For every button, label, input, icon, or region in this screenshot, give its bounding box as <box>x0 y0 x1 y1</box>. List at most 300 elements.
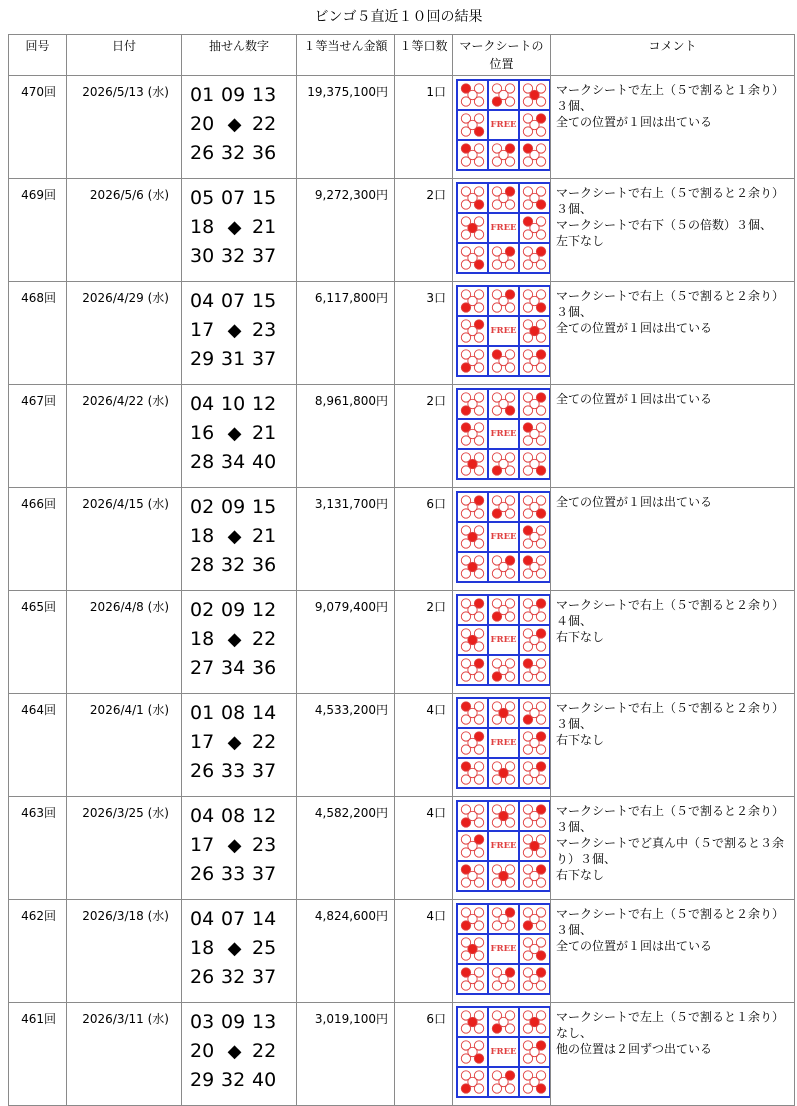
mark-cell <box>519 110 550 140</box>
mark-cell <box>457 449 488 479</box>
mark-cell <box>519 213 550 243</box>
comment-line: 全ての位置が１回は出ている <box>556 392 713 406</box>
number-line <box>190 699 296 728</box>
comment-cell <box>551 900 795 1003</box>
empty-circle <box>461 539 470 548</box>
mark-cell <box>519 389 550 419</box>
comment-cell <box>551 1003 795 1106</box>
round-cell: 462回 <box>9 900 67 1003</box>
number-line <box>190 139 296 168</box>
free-cell <box>488 934 519 964</box>
mark-cell <box>457 861 488 891</box>
mark-cell <box>457 389 488 419</box>
mark-cell <box>457 698 488 728</box>
drawn-number: 37 <box>252 966 277 988</box>
drawn-number: 26 <box>190 966 215 988</box>
mark-pattern-icon <box>458 1008 487 1036</box>
mark-cell <box>457 522 488 552</box>
drawn-number: 37 <box>252 245 277 267</box>
free-diamond: ◆ <box>227 423 242 444</box>
empty-circle <box>536 848 545 857</box>
mark-sheet <box>456 594 551 686</box>
mark-cell <box>519 552 550 582</box>
empty-circle <box>505 97 514 106</box>
empty-circle <box>474 642 483 651</box>
header-comment: コメント <box>551 35 795 76</box>
prize-cell: 3,019,100円 <box>297 1003 395 1106</box>
mark-cell <box>488 801 519 831</box>
empty-circle <box>523 1024 532 1033</box>
empty-circle <box>523 775 532 784</box>
mark-pattern-icon <box>489 656 518 684</box>
empty-circle <box>474 1024 483 1033</box>
header-prize: １等当せん金額 <box>297 35 395 76</box>
mark-pattern-icon <box>489 347 518 375</box>
empty-circle <box>505 715 514 724</box>
drawn-number: 18 <box>190 216 215 238</box>
mark-cell <box>488 80 519 110</box>
mark-pattern-icon <box>520 759 549 787</box>
mark-pattern-icon <box>458 802 487 830</box>
mark-pattern-icon <box>489 450 518 478</box>
empty-circle <box>523 230 532 239</box>
mark-cell <box>488 655 519 685</box>
mark-pattern-icon <box>458 81 487 109</box>
drawn-number: 10 <box>221 393 246 415</box>
prize-cell: 4,582,200円 <box>297 797 395 900</box>
number-line <box>190 1066 296 1095</box>
comment-line: マークシートで右上（５で割ると２余り）３個、 <box>556 804 785 834</box>
drawn-number: 34 <box>221 451 246 473</box>
drawn-number: 23 <box>252 319 277 341</box>
mark-sheet <box>456 79 551 171</box>
empty-circle <box>536 406 545 415</box>
mark-sheet-cell <box>453 797 551 900</box>
mark-pattern-icon <box>489 141 518 169</box>
date-cell: 2026/4/15 (水) <box>67 488 182 591</box>
mark-cell <box>519 449 550 479</box>
empty-circle <box>461 157 470 166</box>
drawn-number: 15 <box>252 290 277 312</box>
mark-pattern-icon <box>458 523 487 551</box>
mark-cell <box>519 698 550 728</box>
mark-cell <box>457 655 488 685</box>
mark-cell <box>457 213 488 243</box>
numbers-cell <box>182 282 297 385</box>
empty-circle <box>523 981 532 990</box>
comment-line: マークシートで右上（５で割ると２余り）３個、 <box>556 701 785 731</box>
number-line <box>190 419 296 448</box>
free-cell <box>488 522 519 552</box>
page-title: ビンゴ５直近１０回の結果 <box>314 9 483 25</box>
empty-circle <box>461 200 470 209</box>
empty-circle <box>474 878 483 887</box>
free-cell <box>488 1037 519 1067</box>
mark-cell <box>519 625 550 655</box>
mark-cell <box>457 904 488 934</box>
mark-cell <box>488 861 519 891</box>
mark-sheet-cell <box>453 385 551 488</box>
mark-pattern-icon <box>458 244 487 272</box>
table-row <box>9 179 795 282</box>
winners-cell: 2口 <box>395 385 453 488</box>
round-cell: 461回 <box>9 1003 67 1106</box>
comment-line: 全ての位置が１回は出ている <box>556 321 713 335</box>
mark-cell <box>457 316 488 346</box>
mark-pattern-icon <box>520 523 549 551</box>
results-table <box>8 34 795 1106</box>
drawn-number: 18 <box>190 937 215 959</box>
round-cell: 468回 <box>9 282 67 385</box>
winners-cell: 4口 <box>395 900 453 1003</box>
empty-circle <box>536 1054 545 1063</box>
mark-pattern-icon <box>489 802 518 830</box>
mark-cell <box>519 904 550 934</box>
drawn-number: 29 <box>190 348 215 370</box>
numbers-cell <box>182 488 297 591</box>
mark-pattern-icon <box>458 965 487 993</box>
mark-pattern-icon <box>520 390 549 418</box>
empty-circle <box>492 200 501 209</box>
marked-circle <box>536 951 545 960</box>
mark-pattern-icon <box>520 832 549 860</box>
mark-sheet <box>456 903 551 995</box>
mark-pattern-icon <box>520 626 549 654</box>
empty-circle <box>536 672 545 681</box>
table-row <box>9 591 795 694</box>
drawn-number: 21 <box>252 216 277 238</box>
empty-circle <box>461 1024 470 1033</box>
mark-cell <box>457 110 488 140</box>
mark-pattern-icon <box>489 184 518 212</box>
mark-cell <box>457 801 488 831</box>
empty-circle <box>505 466 514 475</box>
drawn-number: 17 <box>190 319 215 341</box>
comment-line: マークシートでど真ん中（５で割ると３余り）３個、 <box>556 836 785 866</box>
comment-line: 全ての位置が１回は出ている <box>556 115 713 129</box>
empty-circle <box>461 1054 470 1063</box>
marked-circle <box>474 260 483 269</box>
empty-circle <box>536 921 545 930</box>
mark-cell <box>457 964 488 994</box>
mark-sheet <box>456 182 551 274</box>
mark-cell <box>519 831 550 861</box>
mark-cell <box>457 492 488 522</box>
empty-circle <box>505 509 514 518</box>
empty-circle <box>492 157 501 166</box>
mark-pattern-icon <box>520 111 549 139</box>
empty-circle <box>461 466 470 475</box>
mark-cell <box>519 286 550 316</box>
marked-circle <box>461 818 470 827</box>
table-row <box>9 694 795 797</box>
empty-circle <box>492 981 501 990</box>
prize-cell: 4,824,600円 <box>297 900 395 1003</box>
mark-pattern-icon <box>520 184 549 212</box>
mark-cell <box>488 552 519 582</box>
mark-cell <box>488 964 519 994</box>
marked-circle <box>461 1084 470 1093</box>
mark-cell <box>519 522 550 552</box>
empty-circle <box>536 333 545 342</box>
marked-circle <box>474 200 483 209</box>
empty-circle <box>461 612 470 621</box>
free-diamond: ◆ <box>227 835 242 856</box>
drawn-number: 03 <box>190 1011 215 1033</box>
empty-circle <box>523 97 532 106</box>
drawn-number: 36 <box>252 554 277 576</box>
date-cell: 2026/3/11 (水) <box>67 1003 182 1106</box>
empty-circle <box>505 363 514 372</box>
empty-circle <box>492 406 501 415</box>
drawn-number: 09 <box>221 599 246 621</box>
drawn-number: 13 <box>252 84 277 106</box>
empty-circle <box>461 97 470 106</box>
mark-pattern-icon <box>458 905 487 933</box>
marked-circle <box>523 921 532 930</box>
mark-cell <box>519 316 550 346</box>
free-label: FREE <box>490 429 517 439</box>
mark-pattern-icon <box>458 596 487 624</box>
empty-circle <box>536 981 545 990</box>
mark-pattern-icon <box>520 347 549 375</box>
mark-pattern-icon <box>458 935 487 963</box>
mark-cell <box>457 728 488 758</box>
mark-pattern-icon <box>520 81 549 109</box>
mark-pattern-icon <box>458 141 487 169</box>
empty-circle <box>474 569 483 578</box>
comment-cell <box>551 76 795 179</box>
mark-cell <box>457 183 488 213</box>
number-line <box>190 213 296 242</box>
drawn-number: 12 <box>252 599 277 621</box>
drawn-number: 22 <box>252 731 277 753</box>
number-line <box>190 728 296 757</box>
drawn-number: 32 <box>221 966 246 988</box>
mark-pattern-icon <box>520 965 549 993</box>
comment-line: マークシートで右上（５で割ると２余り）３個、 <box>556 907 785 937</box>
comment-line: 全ての位置が１回は出ている <box>556 495 713 509</box>
drawn-number: 21 <box>252 525 277 547</box>
empty-circle <box>536 260 545 269</box>
date-cell: 2026/4/1 (水) <box>67 694 182 797</box>
comment-line: マークシートで右上（５で割ると２余り）３個、 <box>556 186 785 216</box>
empty-circle <box>461 127 470 136</box>
comment-cell <box>551 694 795 797</box>
comment-line: マークシートで右上（５で割ると２余り）４個、 <box>556 598 785 628</box>
mark-cell <box>519 140 550 170</box>
numbers-cell <box>182 694 297 797</box>
mark-cell <box>519 758 550 788</box>
drawn-number: 14 <box>252 908 277 930</box>
free-cell <box>488 831 519 861</box>
mark-pattern-icon <box>520 729 549 757</box>
free-label: FREE <box>490 120 517 130</box>
empty-circle <box>461 672 470 681</box>
free-label: FREE <box>490 1047 517 1057</box>
empty-circle <box>536 715 545 724</box>
empty-circle <box>474 436 483 445</box>
mark-pattern-icon <box>489 1008 518 1036</box>
empty-circle <box>461 848 470 857</box>
empty-circle <box>523 260 532 269</box>
mark-cell <box>488 183 519 213</box>
mark-pattern-icon <box>489 596 518 624</box>
empty-circle <box>474 157 483 166</box>
empty-circle <box>474 466 483 475</box>
table-row <box>9 797 795 900</box>
empty-circle <box>536 612 545 621</box>
mark-cell <box>519 183 550 213</box>
mark-pattern-icon <box>520 553 549 581</box>
free-cell <box>488 625 519 655</box>
empty-circle <box>523 878 532 887</box>
mark-pattern-icon <box>520 317 549 345</box>
mark-cell <box>519 1007 550 1037</box>
empty-circle <box>492 569 501 578</box>
drawn-number: 36 <box>252 142 277 164</box>
comment-line: 他の位置は２回ずつ出ている <box>556 1042 713 1056</box>
empty-circle <box>505 569 514 578</box>
prize-cell: 9,079,400円 <box>297 591 395 694</box>
mark-cell <box>488 904 519 934</box>
empty-circle <box>461 333 470 342</box>
drawn-number: 31 <box>221 348 246 370</box>
free-cell <box>488 419 519 449</box>
empty-circle <box>536 569 545 578</box>
empty-circle <box>536 1024 545 1033</box>
comment-cell <box>551 797 795 900</box>
marked-circle <box>536 1084 545 1093</box>
drawn-number: 33 <box>221 863 246 885</box>
mark-sheet <box>456 285 551 377</box>
drawn-number: 32 <box>221 554 246 576</box>
mark-pattern-icon <box>458 656 487 684</box>
date-cell: 2026/3/25 (水) <box>67 797 182 900</box>
empty-circle <box>474 715 483 724</box>
table-row <box>9 1003 795 1106</box>
mark-cell <box>519 964 550 994</box>
number-line <box>190 287 296 316</box>
empty-circle <box>505 200 514 209</box>
number-line <box>190 81 296 110</box>
empty-circle <box>536 775 545 784</box>
empty-circle <box>461 745 470 754</box>
drawn-number: 18 <box>190 525 215 547</box>
winners-cell: 2口 <box>395 591 453 694</box>
mark-pattern-icon <box>520 905 549 933</box>
drawn-number: 32 <box>221 245 246 267</box>
mark-sheet-cell <box>453 179 551 282</box>
numbers-cell <box>182 179 297 282</box>
drawn-number: 26 <box>190 863 215 885</box>
empty-circle <box>474 612 483 621</box>
empty-circle <box>474 951 483 960</box>
mark-pattern-icon <box>520 656 549 684</box>
free-label: FREE <box>490 841 517 851</box>
mark-pattern-icon <box>489 553 518 581</box>
marked-circle <box>474 1054 483 1063</box>
empty-circle <box>523 1054 532 1063</box>
mark-pattern-icon <box>489 244 518 272</box>
number-line <box>190 345 296 374</box>
drawn-number: 40 <box>252 1069 277 1091</box>
number-line <box>190 596 296 625</box>
mark-pattern-icon <box>458 1068 487 1096</box>
mark-sheet <box>456 388 551 480</box>
mark-cell <box>488 595 519 625</box>
free-label: FREE <box>490 532 517 542</box>
empty-circle <box>474 303 483 312</box>
mark-cell <box>519 346 550 376</box>
mark-pattern-icon <box>489 390 518 418</box>
mark-pattern-icon <box>489 81 518 109</box>
empty-circle <box>461 436 470 445</box>
empty-circle <box>536 97 545 106</box>
mark-cell <box>488 140 519 170</box>
empty-circle <box>461 642 470 651</box>
number-line <box>190 551 296 580</box>
table-row <box>9 900 795 1003</box>
drawn-number: 22 <box>252 113 277 135</box>
drawn-number: 09 <box>221 84 246 106</box>
number-line <box>190 110 296 139</box>
numbers-cell <box>182 1003 297 1106</box>
mark-pattern-icon <box>520 935 549 963</box>
empty-circle <box>536 127 545 136</box>
drawn-number: 37 <box>252 760 277 782</box>
empty-circle <box>523 642 532 651</box>
prize-cell: 3,131,700円 <box>297 488 395 591</box>
drawn-number: 01 <box>190 702 215 724</box>
marked-circle <box>461 406 470 415</box>
table-row <box>9 76 795 179</box>
drawn-number: 08 <box>221 702 246 724</box>
mark-cell <box>519 419 550 449</box>
empty-circle <box>474 672 483 681</box>
number-line <box>190 316 296 345</box>
header-date: 日付 <box>67 35 182 76</box>
winners-cell: 2口 <box>395 179 453 282</box>
marked-circle <box>505 406 514 415</box>
mark-pattern-icon <box>489 699 518 727</box>
free-label: FREE <box>490 944 517 954</box>
drawn-number: 12 <box>252 805 277 827</box>
number-line <box>190 934 296 963</box>
drawn-number: 29 <box>190 1069 215 1091</box>
mark-cell <box>488 389 519 419</box>
mark-pattern-icon <box>458 420 487 448</box>
empty-circle <box>536 878 545 887</box>
drawn-number: 28 <box>190 554 215 576</box>
drawn-number: 22 <box>252 1040 277 1062</box>
mark-pattern-icon <box>458 317 487 345</box>
marked-circle <box>492 97 501 106</box>
mark-cell <box>488 286 519 316</box>
mark-pattern-icon <box>458 347 487 375</box>
mark-pattern-icon <box>458 699 487 727</box>
drawn-number: 16 <box>190 422 215 444</box>
drawn-number: 04 <box>190 290 215 312</box>
mark-cell <box>488 758 519 788</box>
number-line <box>190 963 296 992</box>
mark-pattern-icon <box>458 390 487 418</box>
comment-line: マークシートで右下（５の倍数）３個、 <box>556 218 773 232</box>
mark-sheet-cell <box>453 1003 551 1106</box>
prize-cell: 4,533,200円 <box>297 694 395 797</box>
marked-circle <box>523 715 532 724</box>
date-cell: 2026/4/29 (水) <box>67 282 182 385</box>
